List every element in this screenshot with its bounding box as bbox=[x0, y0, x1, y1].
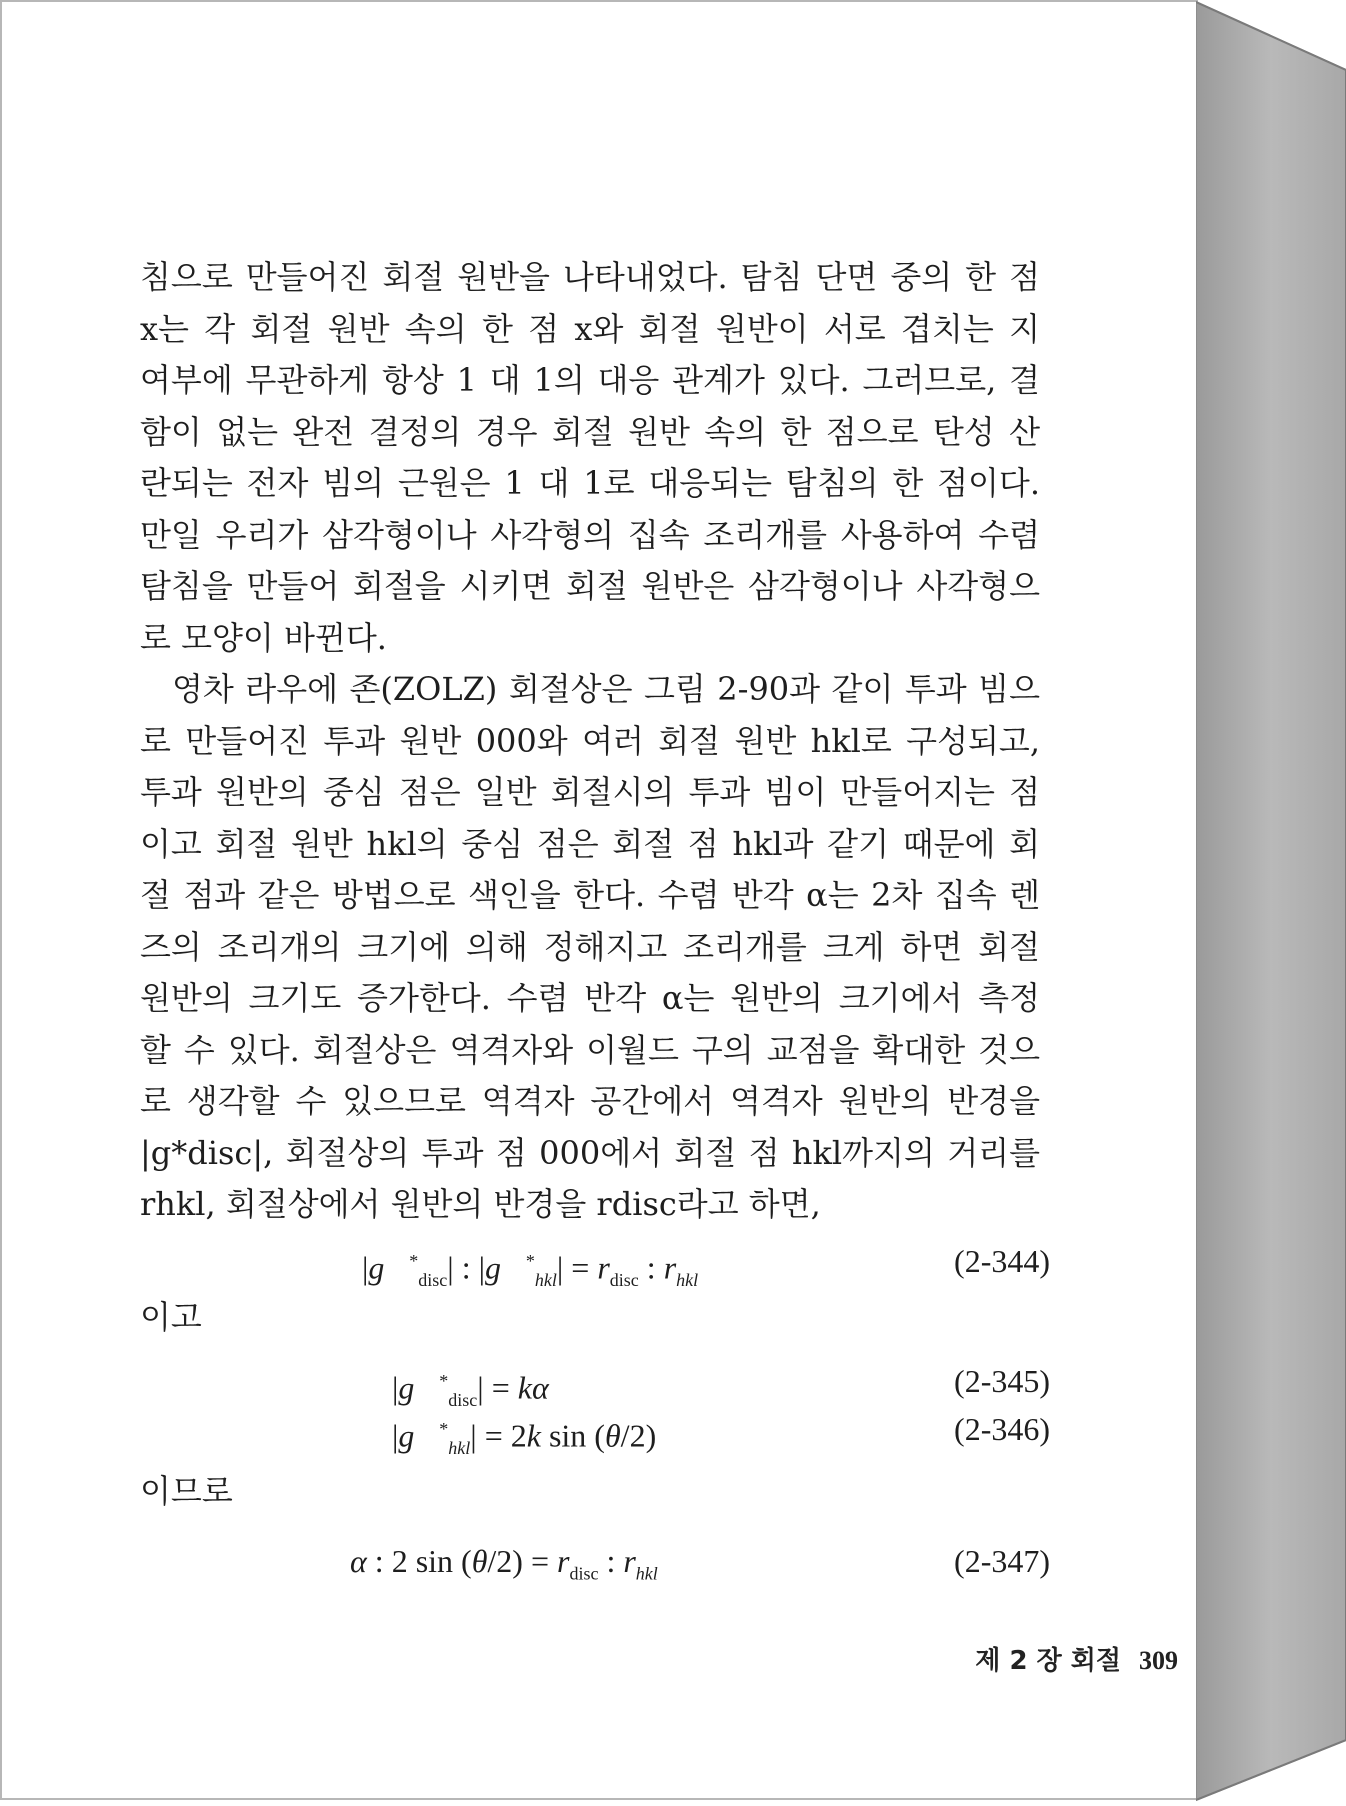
page-footer bbox=[975, 1640, 1178, 1677]
text-line: 영차 라우에 존(ZOLZ) 회절상은 그림 2-90과 같이 투과 빔으 bbox=[172, 670, 1040, 708]
equation-number: (2-346) bbox=[954, 1410, 1050, 1447]
text-line: 이고 회절 원반 hkl의 중심 점은 회절 점 hkl과 같기 때문에 회 bbox=[140, 824, 1040, 863]
text-line: rhkl, 회절상에서 원반의 반경을 rdisc라고 하면, bbox=[140, 1185, 821, 1223]
equation-2-344 bbox=[140, 1237, 1050, 1290]
text-line: 절 점과 같은 방법으로 색인을 한다. 수렴 반각 α는 2차 집속 렌 bbox=[140, 876, 1040, 914]
text-line: 여부에 무관하게 항상 1 대 1의 대응 관계가 있다. 그러므로, 결 bbox=[140, 361, 1040, 399]
equation-number: (2-345) bbox=[954, 1362, 1050, 1399]
text-line: 원반의 크기도 증가한다. 수렴 반각 α는 원반의 크기에서 측정 bbox=[140, 979, 1040, 1017]
text-line: 침으로 만들어진 회절 원반을 나타내었다. 탐침 단면 중의 한 점 bbox=[140, 258, 1040, 296]
text-line: 할 수 있다. 회절상은 역격자와 이월드 구의 교점을 확대한 것으 bbox=[140, 1030, 1040, 1069]
connector-text: 이므로 bbox=[140, 1471, 233, 1510]
text-line: 탐침을 만들어 회절을 시키면 회절 원반은 삼각형이나 사각형으 bbox=[140, 567, 1040, 605]
equation-2-345 bbox=[140, 1357, 1050, 1410]
equation-expression: $|g⃗^*_{disc}|$ : $|g⃗^*_{hkl}| = r_{disc}$ : $r_{hkl}$ bbox=[362, 1249, 699, 1290]
book-thickness bbox=[1196, 0, 1346, 1806]
equation-number: (2-344) bbox=[954, 1242, 1050, 1279]
equation-expression: $|g⃗^*_{disc}| = k\alpha$ bbox=[392, 1369, 549, 1410]
equation-2-346 bbox=[140, 1405, 1050, 1458]
equation-number: (2-347) bbox=[954, 1542, 1050, 1579]
text-line: 로 모양이 바뀐다. bbox=[140, 618, 387, 657]
text-line: |g*disc|, 회절상의 투과 점 000에서 회절 점 hkl까지의 거리를 bbox=[140, 1133, 1040, 1172]
text-line: 함이 없는 완전 결정의 경우 회절 원반 속의 한 점으로 탄성 산 bbox=[140, 412, 1040, 451]
paragraph-1 bbox=[140, 252, 1040, 664]
equation-expression: $|g⃗^*_{hkl}| = 2k$ sin (θ/2) bbox=[392, 1417, 657, 1458]
equation-expression: α : 2 $\sin (\theta/2) = r_{disc}$ : $r_{hkl}$ bbox=[350, 1542, 658, 1583]
text-line: 로 만들어진 투과 원반 000와 여러 회절 원반 hkl로 구성되고, bbox=[140, 721, 1040, 760]
text-line: 투과 원반의 중심 점은 일반 회절시의 투과 빔이 만들어지는 점 bbox=[140, 773, 1040, 811]
page-content bbox=[140, 252, 1050, 1585]
page-number: 309 bbox=[1139, 1646, 1178, 1675]
text-line: 란되는 전자 빔의 근원은 1 대 1로 대응되는 탐침의 한 점이다. bbox=[140, 464, 1040, 502]
chapter-label: 제 2 장 회절 bbox=[975, 1646, 1121, 1676]
paragraph-2 bbox=[140, 664, 1040, 1231]
text-line: 만일 우리가 삼각형이나 사각형의 집속 조리개를 사용하여 수렴 bbox=[140, 515, 1040, 554]
text-line: 로 생각할 수 있으므로 역격자 공간에서 역격자 원반의 반경을 bbox=[140, 1082, 1040, 1120]
text-line: 즈의 조리개의 크기에 의해 정해지고 조리개를 크게 하면 회절 bbox=[140, 927, 1040, 966]
text-line: x는 각 회절 원반 속의 한 점 x와 회절 원반이 서로 겹치는 지 bbox=[140, 309, 1040, 348]
connector-text: 이고 bbox=[140, 1297, 202, 1336]
equation-2-347 bbox=[140, 1537, 1050, 1585]
